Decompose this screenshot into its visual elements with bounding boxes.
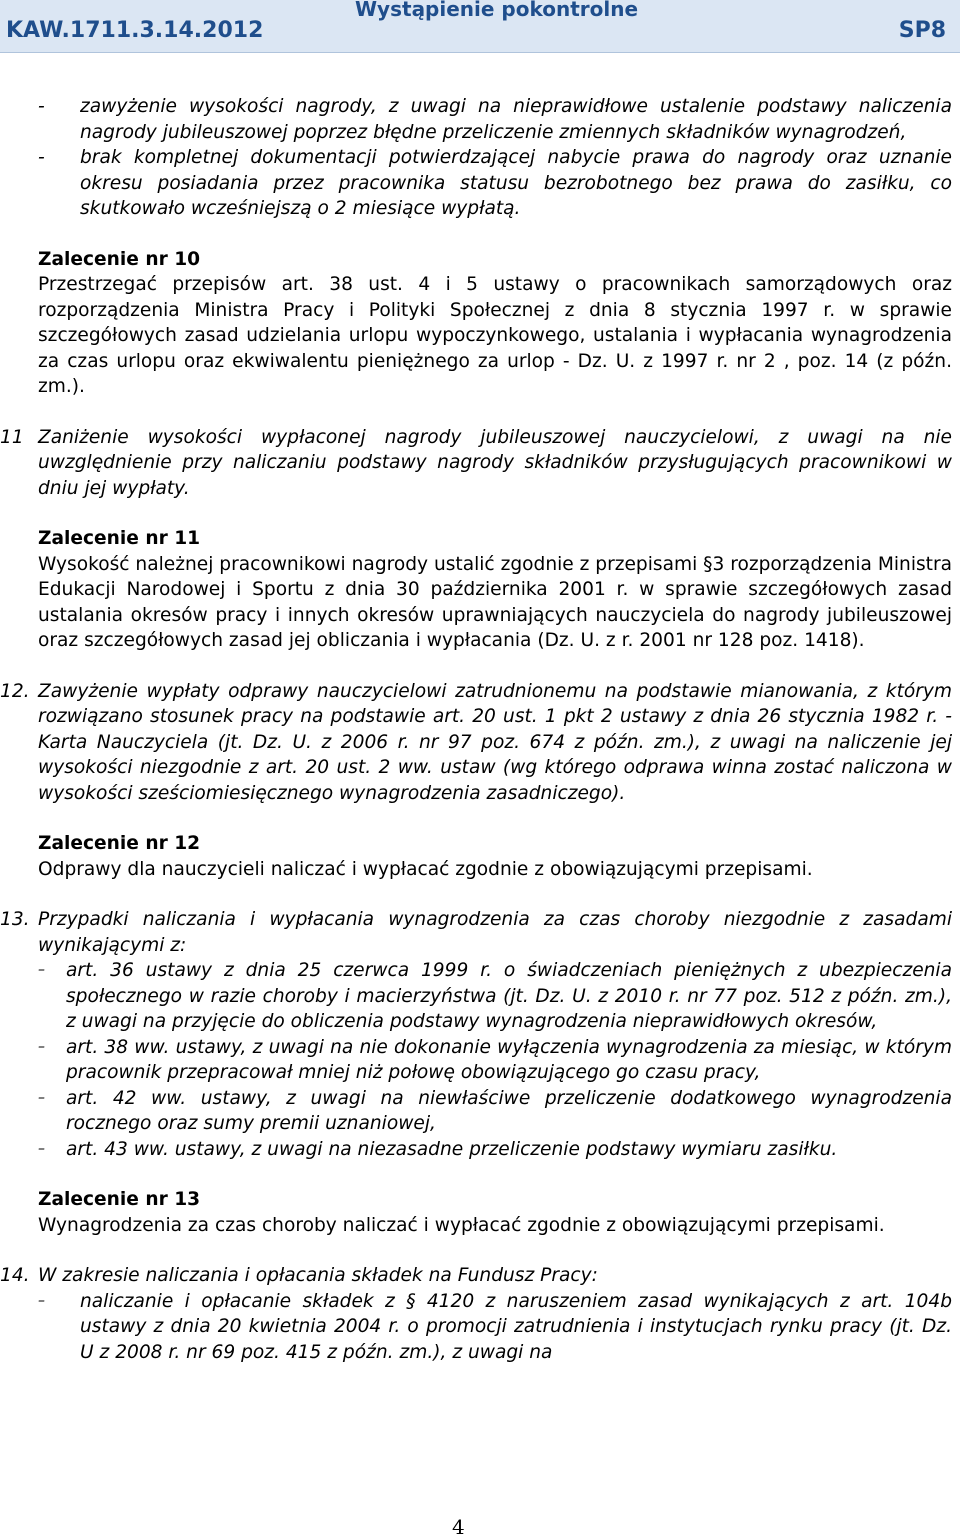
document-title: Wystąpienie pokontrolne [355,0,639,21]
spacer [0,882,960,907]
recommendation-text: Odprawy dla nauczycieli naliczać i wypłacać zgodnie z obowiązującymi przepisami. [38,858,813,880]
list-item-text: zawyżenie wysokości nagrody, z uwagi na nieprawidłowe ustalenie podstawy naliczenia nagrody jubileuszowej poprzez błędne przeliczenie zmiennych składników wynagrodzeń, [80,96,952,143]
recommendation-10 [0,247,960,400]
recommendation-title: Zalecenie nr 12 [38,833,201,854]
list-marker: - [38,147,45,168]
finding-text: Przypadki naliczania i wypłacania wynagrodzenia za czas choroby niezgodnie z zasadami wynikającymi z: [38,909,952,956]
dash-marker: – [38,1089,45,1106]
sub-list-item [0,1086,960,1137]
spacer [0,806,960,831]
finding-number: 11 [0,426,24,448]
sub-list-item-text: art. 38 ww. ustawy, z uwagi na nie dokonanie wyłączenia wynagrodzenia za miesiąc, w którym pracownik przepracował mniej niż połowę obowiązującego go czasu pracy, [66,1036,952,1083]
sub-list-item-text: art. 36 ustawy z dnia 25 czerwca 1999 r. o świadczeniach pieniężnych z ubezpieczenia społecznego w razie choroby i macierzyństwa (jt. Dz. U. z 2010 r. nr 77 poz. 512 z późn. zm.), z uwagi na przyjęcie do obliczenia podstawy wynagrodzenia nieprawidłowych okresów, [66,960,952,1032]
sub-list-item [0,1289,960,1366]
dash-marker: – [38,1292,45,1309]
list-marker: - [38,96,45,117]
dash-marker: – [38,1038,45,1055]
finding-11 [0,425,960,502]
document-reference: KAW.1711.3.14.2012 [6,18,264,43]
list-item-text: brak kompletnej dokumentacji potwierdzającej nabycie prawa do nagrody oraz uznanie okresu posiadania przez pracownika statusu bezrobotnego bez prawa do zasiłku, co skutkowało wcześniejszą o 2 miesiące wypłatą. [80,147,952,219]
spacer [0,1162,960,1187]
sub-list-item-text: naliczanie i opłacanie składek z § 4120 z naruszeniem zasad wynikających z art. 104b ustawy z dnia 20 kwietnia 2004 r. o promocji zatrudnienia i instytucjach rynku pracy (jt. Dz. U z 2008 r. nr 69 poz. 415 z późn. zm.), z uwagi na [80,1290,952,1363]
recommendation-text: Wynagrodzenia za czas choroby naliczać i wypłacać zgodnie z obowiązującymi przepisami. [38,1214,885,1236]
recommendation-title: Zalecenie nr 11 [38,528,201,549]
spacer [0,222,960,247]
institution-code: SP8 [898,18,946,43]
finding-text: Zawyżenie wypłaty odprawy nauczycielowi zatrudnionemu na podstawie mianowania, z którym rozwiązano stosunek pracy na podstawie art. 20 ust. 1 pkt 2 ustawy z dnia 26 stycznia 1982 r. - Karta Nauczyciela (jt. Dz. U. z 2006 r. nr 97 poz. 674 z późn. zm.), z uwagi na naliczenie jej wysokości niezgodnie z art. 20 ust. 2 ww. ustaw (wg którego odprawa winna zostać naliczona w wysokości sześciomiesięcznego wynagrodzenia zasadniczego). [38,680,952,804]
sub-list-item [0,1137,960,1163]
sub-list-item [0,958,960,1035]
list-item [0,94,960,145]
finding-text: W zakresie naliczania i opłacania składek na Fundusz Pracy: [38,1265,598,1286]
finding-14 [0,1263,960,1289]
dash-marker: – [38,962,45,978]
sub-list-item [0,1035,960,1086]
recommendation-title: Zalecenie nr 13 [38,1189,201,1210]
list-item [0,145,960,222]
dash-marker: – [38,1140,45,1157]
sub-list-item-text: art. 43 ww. ustawy, z uwagi na niezasadne przeliczenie podstawy wymiaru zasiłku. [66,1138,838,1160]
recommendation-13 [0,1187,960,1238]
spacer [0,501,960,526]
finding-number: 14. [0,1265,30,1286]
sub-list-item-text: art. 42 ww. ustawy, z uwagi na niewłaściwe przeliczenie dodatkowego wynagrodzenia rocznego oraz sumy premii uznaniowej, [66,1087,952,1134]
recommendation-12 [0,831,960,882]
spacer [0,1238,960,1263]
finding-number: 13. [0,909,30,930]
page-number: 4 [452,1515,465,1539]
spacer [0,654,960,679]
spacer [0,400,960,425]
recommendation-11 [0,526,960,654]
page-header [0,0,960,53]
document-body [0,94,960,1365]
finding-text: Zaniżenie wysokości wypłaconej nagrody jubileuszowej nauczycielowi, z uwagi na nie uwzględnienie przy naliczaniu podstawy nagrody składników przysługujących pracownikowi w dniu jej wypłaty. [38,426,952,499]
finding-12 [0,679,960,807]
finding-13 [0,907,960,958]
recommendation-text: Wysokość należnej pracownikowi nagrody ustalić zgodnie z przepisami §3 rozporządzenia Ministra Edukacji Narodowej i Sportu z dnia 30 października 2001 r. w sprawie szczegółowych zasad ustalania okresów pracy i innych okresów uprawniających nauczyciela do nagrody jubileuszowej oraz szczegółowych zasad jej obliczania i wypłacania (Dz. U. z r. 2001 nr 128 poz. 1418). [38,553,952,651]
finding-number: 12. [0,680,30,702]
recommendation-text: Przestrzegać przepisów art. 38 ust. 4 i 5 ustawy o pracownikach samorządowych oraz rozporządzenia Ministra Pracy i Polityki Społecznej z dnia 8 stycznia 1997 r. w sprawie szczegółowych zasad udzielania urlopu wypoczynkowego, ustalania i wypłacania wynagrodzenia za czas urlopu oraz ekwiwalentu pieniężnego za urlop - Dz. U. z 1997 r. nr 2 , poz. 14 (z późn. zm.). [38,274,952,397]
recommendation-title: Zalecenie nr 10 [38,248,201,270]
